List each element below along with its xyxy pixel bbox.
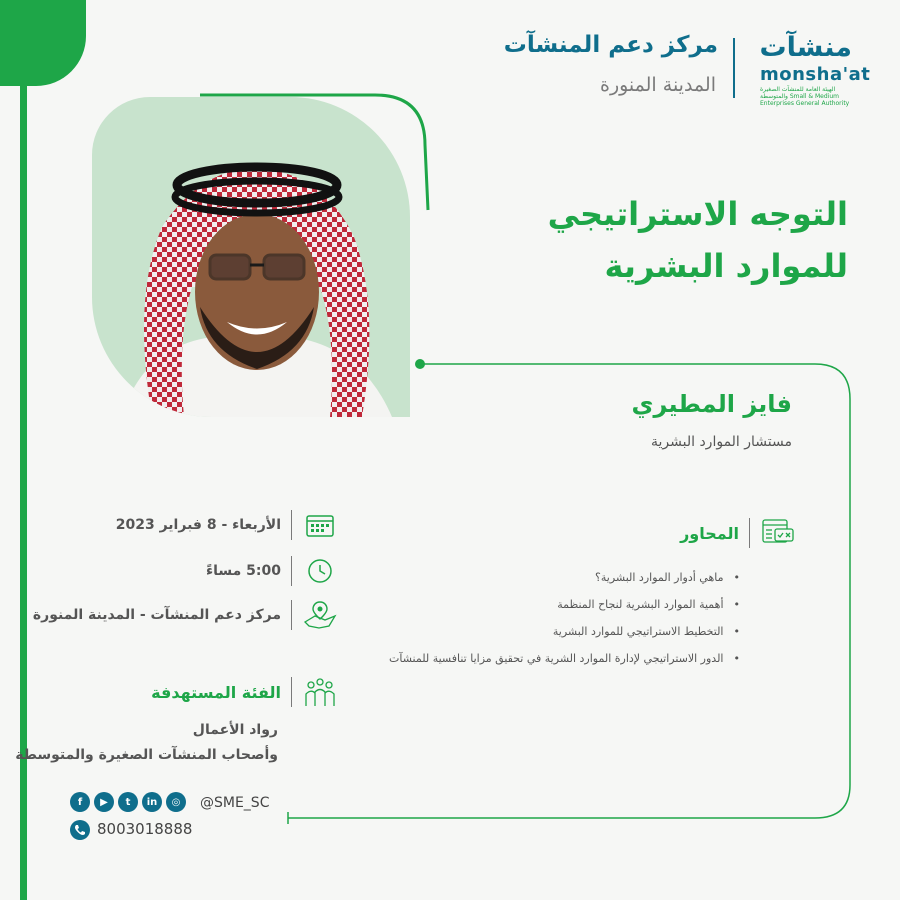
speaker-role: مستشار الموارد البشرية xyxy=(651,434,792,450)
logo-tagline: الهيئة العامة للمنشآت الصغيرة والمتوسطة Small & Medium Enterprises General Authority xyxy=(760,86,850,107)
header-divider xyxy=(733,38,735,98)
phone-number[interactable]: 8003018888 xyxy=(97,820,193,838)
topics-heading: المحاور xyxy=(680,523,739,543)
social-links xyxy=(70,792,186,812)
social-handle[interactable]: @SME_SC xyxy=(200,795,270,811)
speaker-name: فايز المطيري xyxy=(631,390,792,418)
divider xyxy=(291,510,292,540)
time-row xyxy=(206,555,338,587)
center-city: المدينة المنورة xyxy=(599,74,716,96)
list-item: • ماهي أدوار الموارد البشرية؟ xyxy=(389,564,740,591)
audience-heading: الفئة المستهدفة xyxy=(151,682,281,702)
map-pin-icon xyxy=(302,599,338,631)
location-row xyxy=(33,599,338,631)
audience-heading-row xyxy=(151,676,338,708)
phone-icon xyxy=(70,820,90,840)
audience-line-2: وأصحاب المنشآت الصغيرة والمتوسطة xyxy=(15,747,278,763)
facebook-icon[interactable]: f xyxy=(70,792,90,812)
divider xyxy=(749,518,750,548)
divider xyxy=(291,556,292,586)
group-icon xyxy=(302,676,338,708)
topics-heading-row xyxy=(680,517,796,549)
logo-arabic: منشآت xyxy=(759,32,852,63)
instagram-icon[interactable]: ◎ xyxy=(166,792,186,812)
clock-icon xyxy=(302,555,338,587)
divider xyxy=(291,600,292,630)
linkedin-icon[interactable]: in xyxy=(142,792,162,812)
event-date: الأربعاء - 8 فبراير 2023 xyxy=(115,517,281,533)
topics-list xyxy=(389,564,740,672)
list-item: • الدور الاستراتيجي لإدارة الموارد الشرية في تحقيق مزايا تنافسية للمنشآت xyxy=(389,645,740,672)
center-title: مركز دعم المنشآت xyxy=(503,32,718,58)
checklist-icon xyxy=(760,517,796,549)
event-location: مركز دعم المنشآت - المدينة المنورة xyxy=(32,607,281,623)
list-item: • التخطيط الاستراتيجي للموارد البشرية xyxy=(389,618,740,645)
divider xyxy=(291,677,292,707)
twitter-icon[interactable]: t xyxy=(118,792,138,812)
event-title-line2: للموارد البشرية xyxy=(604,247,848,285)
audience-line-1: رواد الأعمال xyxy=(192,722,278,738)
list-item: • أهمية الموارد البشرية لنجاح المنظمة xyxy=(389,591,740,618)
logo-latin: monsha'at xyxy=(760,64,871,85)
speaker-photo xyxy=(92,97,410,417)
date-row xyxy=(116,509,338,541)
youtube-icon[interactable]: ▶ xyxy=(94,792,114,812)
event-title xyxy=(548,188,848,292)
event-title-line1: التوجه الاستراتيجي xyxy=(547,195,848,233)
calendar-icon xyxy=(302,509,338,541)
event-time: 5:00 مساءً xyxy=(205,563,281,579)
